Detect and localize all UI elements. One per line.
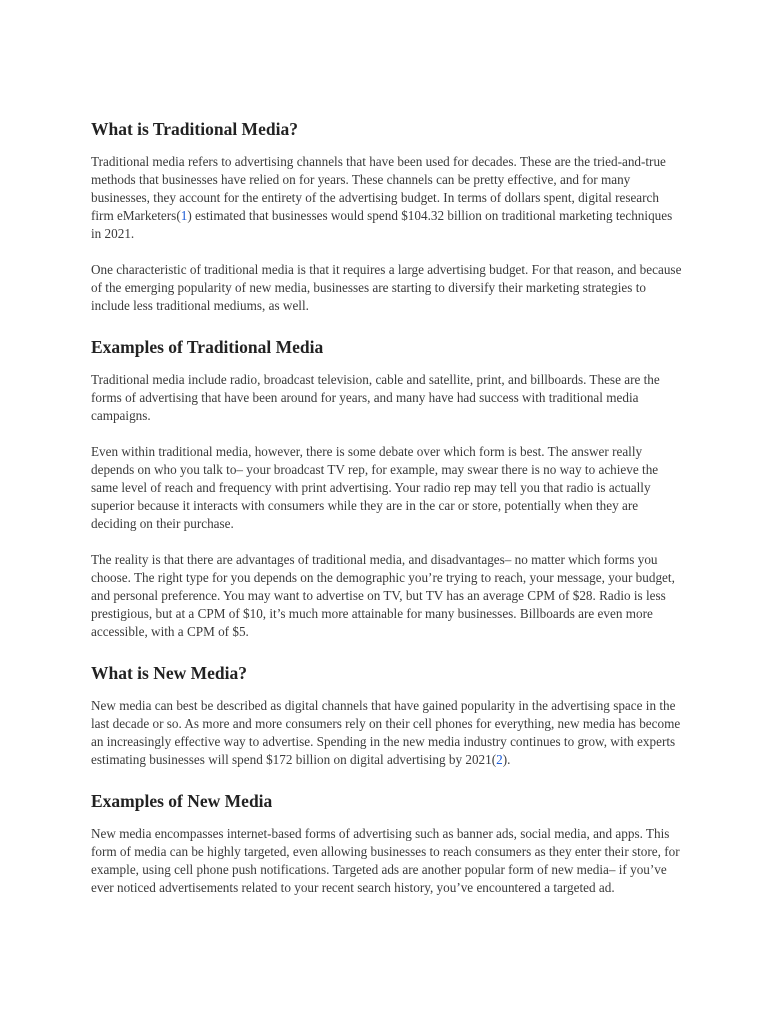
section-examples-new-media [91,790,683,897]
section-heading: What is Traditional Media? [91,119,298,139]
section-heading: What is New Media? [91,663,248,683]
section-heading: Examples of Traditional Media [91,337,324,357]
section-examples-traditional-media [91,336,683,641]
paragraph [91,697,683,769]
paragraph: New media encompasses internet-based forms of advertising such as banner ads, social media, and apps. This form of media can be highly targeted, even allowing businesses to reach consumers as they enter their store, for example, using cell phone push notifications. Targeted ads are another popular form of new media– if you’ve ever noticed advertisements related to your recent search history, you’ve encountered a targeted ad. [91,826,680,895]
section-heading: Examples of New Media [91,791,273,811]
paragraph-text: ). [502,752,511,767]
paragraph-text: Traditional media refers to advertising channels that have been used for decades. These are the tried-and-true methods that businesses have relied on for years. These channels can be pretty effective, and for many businesses, they account for the entirety of the advertising budget. In terms of dollars spent, digital research firm eMarketers( [91,154,666,223]
section-traditional-media [91,118,683,315]
paragraph-text: ) estimated that businesses would spend $104.32 billion on traditional marketing techniques in 2021. [91,208,673,241]
paragraph [91,153,683,243]
reference-link[interactable]: 2 [496,752,503,767]
paragraph: Traditional media include radio, broadcast television, cable and satellite, print, and billboards. These are the forms of advertising that have been around for years, and many have had success with traditional media campaigns. [91,372,660,423]
document-page [91,118,683,915]
paragraph-text: New media can best be described as digital channels that have gained popularity in the advertising space in the last decade or so. As more and more consumers rely on their cell phones for everything, new media has become an increasingly effective way to advertise. Spending in the new media industry continues to grow, with experts estimating businesses will spend $172 billion on digital advertising by 2021( [91,698,681,767]
reference-link[interactable]: 1 [180,208,188,223]
paragraph: One characteristic of traditional media is that it requires a large advertising budget. For that reason, and because of the emerging popularity of new media, businesses are starting to diversify their marketing strategies to include less traditional mediums, as well. [91,262,682,313]
section-new-media [91,662,683,769]
paragraph: The reality is that there are advantages of traditional media, and disadvantages– no matter which forms you choose. The right type for you depends on the demographic you’re trying to reach, your message, your budget, and personal preference. You may want to advertise on TV, but TV has an average CPM of $28. Radio is less prestigious, but at a CPM of $10, it’s much more attainable for many businesses. Billboards are even more accessible, with a CPM of $5. [91,552,675,639]
paragraph: Even within traditional media, however, there is some debate over which form is best. The answer really depends on who you talk to– your broadcast TV rep, for example, may swear there is no way to achieve the same level of reach and frequency with print advertising. Your radio rep may tell you that radio is actually superior because it interacts with consumers while they are in the car or store, potentially when they are deciding on their purchase. [91,444,659,531]
